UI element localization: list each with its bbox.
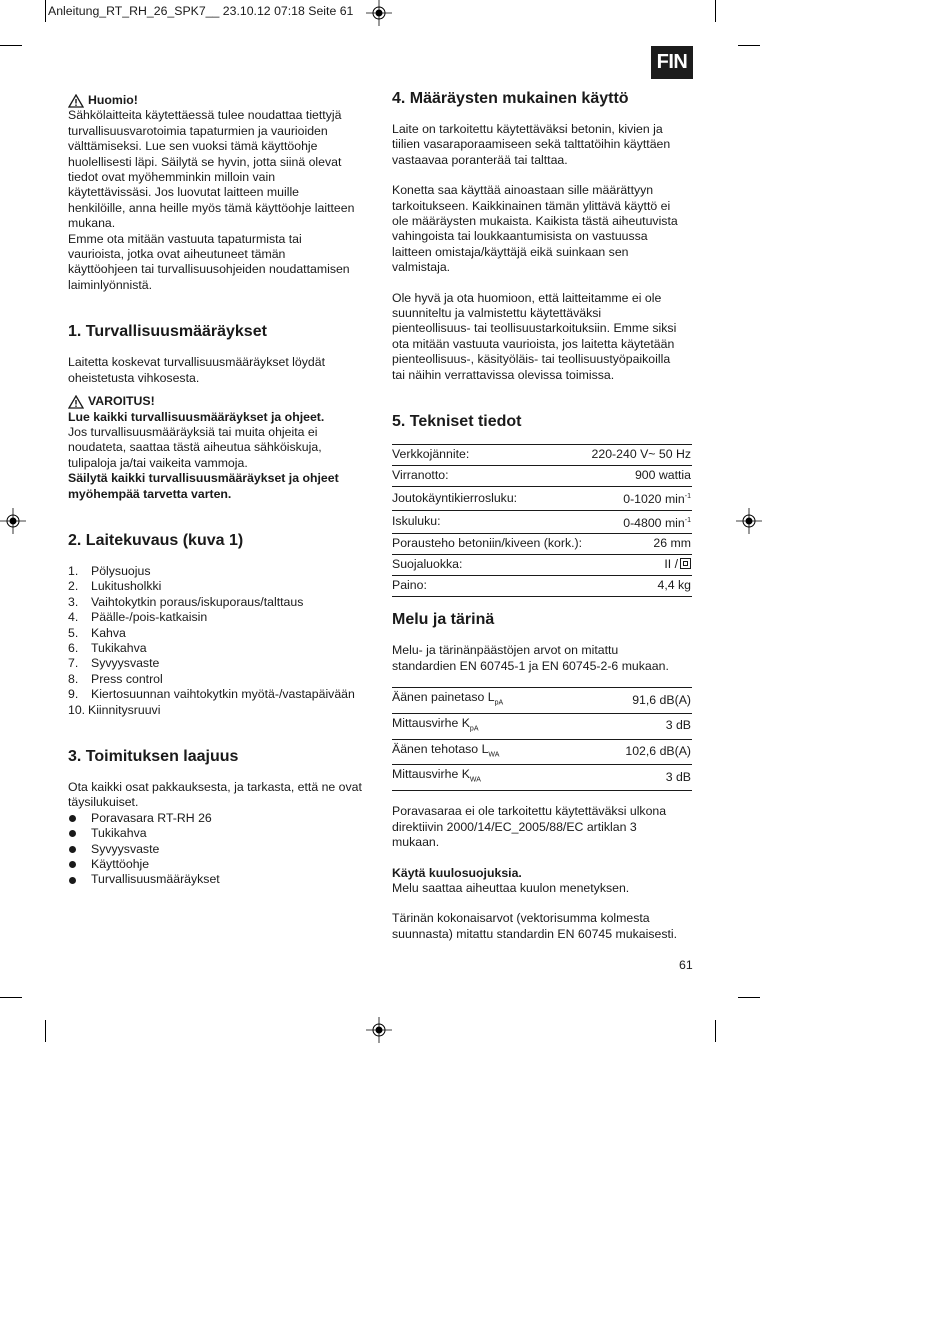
table-row: Mittausvirhe $K_{pA}$ 3 dB: [392, 713, 692, 739]
crop-mark: [0, 997, 22, 998]
crop-mark: [0, 45, 22, 46]
section-2-heading: 2. Laitekuvaus (kuva 1): [68, 531, 244, 549]
notice-heading: [68, 93, 370, 108]
text-line: henkilöille, anna heille myös tämä käyttöohje laitteen: [68, 200, 355, 215]
text-line: pienteollisuus- tai teollisuustarkoituksiin. Emme siksi: [392, 321, 677, 336]
warning-triangle-icon: [68, 94, 84, 108]
list-item: 5. Kahva: [68, 625, 126, 640]
text-line: ole määräysten mukaista. Kaikista tästä aiheutuvista: [392, 214, 678, 229]
table-row: Äänen tehotaso $L_{WA}$ 102,6 dB(A): [392, 739, 692, 765]
text-line: täysilukuiset.: [68, 795, 139, 810]
text-line: Säilytä kaikki turvallisuusmääräykset ja ohjeet: [68, 471, 339, 486]
list-item: 3. Vaihtokytkin poraus/iskuporaus/talttaus: [68, 594, 304, 609]
text-line: Käytä kuulosuojuksia.: [392, 865, 522, 880]
text-line: valmistaja.: [392, 260, 451, 275]
table-row: Suojaluokka: II /: [392, 555, 692, 576]
list-item: 8. Press control: [68, 671, 163, 686]
warning-text: [68, 410, 370, 502]
text-line: Melu- ja tärinänpäästöjen arvot on mitattu: [392, 643, 619, 658]
registration-mark-icon: [736, 508, 762, 534]
text-line: vastaavaa poranterää tai talttaa.: [392, 152, 568, 167]
text-line: turvallisuusvarotoimia tapaturmien ja vaurioiden: [68, 123, 328, 138]
text-line: laitteen omistaja/käyttäjä eikä suinkaan sen: [392, 244, 629, 259]
text-line: mukaan.: [392, 835, 440, 850]
registration-mark-icon: [0, 508, 26, 534]
text-line: Laite on tarkoitettu käytettäväksi betonin, kivien ja: [392, 122, 663, 136]
text-line: Ole hyvä ja ota huomioon, että laitteitamme ei ole: [392, 290, 662, 305]
text-line: välttämiseksi. Lue sen vuoksi tämä käyttöohje: [68, 139, 318, 154]
left-column: [68, 93, 370, 888]
text-line: suunniteltu ja valmistettu käytettäväksi: [392, 306, 602, 321]
registration-mark-icon: [366, 0, 392, 26]
table-row: Mittausvirhe $K_{WA}$ 3 dB: [392, 765, 692, 791]
paragraph: [392, 911, 694, 942]
crop-mark: [715, 0, 716, 22]
text-line: Lue kaikki turvallisuusmääräykset ja ohjeet.: [68, 409, 325, 424]
warning-title: VAROITUS!: [88, 394, 155, 409]
crop-mark: [715, 1020, 716, 1042]
text-line: Sähkölaitteita käytettäessä tulee noudattaa tiettyjä: [68, 108, 342, 123]
page-number: 61: [679, 958, 693, 972]
warning-triangle-icon: [68, 395, 84, 409]
text-line: käytettävissäsi. Jos luovutat laitteen muille: [68, 185, 300, 200]
crop-mark: [45, 1020, 46, 1042]
list-item: Käyttöohje: [68, 857, 370, 872]
text-line: ota mitään vastuuta vaurioista, jos laitetta käytetään: [392, 336, 675, 351]
text-line: Melu saattaa aiheuttaa kuulon menetyksen.: [392, 880, 630, 895]
text-line: Emme ota mitään vastuuta tapaturmista tai: [68, 231, 302, 246]
text-line: direktiivin 2000/14/EC_2005/88/EC artiklan 3: [392, 819, 637, 834]
list-item: 1. Pölysuojus: [68, 563, 151, 578]
text-line: käyttöohjeen tai turvallisuusohjeiden noudattamisen: [68, 262, 350, 277]
text-line: noudateta, saattaa tästä aiheutua sähköiskuja,: [68, 440, 322, 455]
section-4-heading: 4. Määräysten mukainen käyttö: [392, 90, 629, 107]
text-line: suunnasta) mitattu standardin EN 60745 mukaisesti.: [392, 926, 678, 941]
section-3-text: [68, 780, 370, 811]
text-line: vaurioista, jotka ovat aiheutuneet tämän: [68, 247, 286, 262]
text-line: Poravasaraa ei ole tarkoitettu käytettäväksi ulkona: [392, 804, 667, 819]
noise-table: [392, 687, 692, 791]
bullet-icon: [69, 846, 76, 853]
bullet-icon: [69, 877, 76, 884]
warning-heading: [68, 394, 370, 409]
crop-mark: [45, 0, 46, 22]
text-line: tulipaloja ja/tai vaikeita vammoja.: [68, 455, 248, 470]
list-item: 4. Päälle-/pois-katkaisin: [68, 610, 208, 625]
delivery-list: [68, 811, 370, 888]
section-1-heading: 1. Turvallisuusmääräykset: [68, 323, 267, 341]
text-line: Tärinän kokonaisarvot (vektorisumma kolmesta: [392, 911, 650, 926]
text-line: myöhempää tarvetta varten.: [68, 486, 232, 501]
table-row: Iskuluku: 0-4800 $\min^{-1}$: [392, 510, 692, 534]
list-item: 10. Kiinnitysruuvi: [68, 702, 161, 717]
section-5-heading: 5. Tekniset tiedot: [392, 413, 522, 431]
notice-text: [68, 108, 370, 293]
text-line: standardien EN 60745-1 ja EN 60745-2-6 mukaan.: [392, 658, 669, 673]
text-line: pienteollisuus-, käsityöläis- tai teollisuustyöpaikoilla: [392, 352, 671, 367]
table-row: Paino: 4,4 kg: [392, 576, 692, 597]
section-3-heading: 3. Toimituksen laajuus: [68, 748, 239, 765]
text-line: Laitetta koskevat turvallisuusmääräykset löydät: [68, 355, 325, 370]
text-line: mukana.: [68, 216, 116, 231]
text-line: oheistetusta vihkosesta.: [68, 370, 200, 385]
crop-mark: [738, 45, 760, 46]
language-badge: FIN: [651, 46, 693, 79]
right-column: [392, 89, 694, 942]
table-row: Virranotto: 900 wattia: [392, 466, 692, 487]
text-line: tai näihin verrattavissa olevissa toimissa.: [392, 367, 615, 382]
parts-list: [68, 564, 370, 718]
text-line: tiilien vasaraporaamiseen sekä talttatöihin käyttäen: [392, 137, 671, 152]
list-item: 9. Kiertosuunnan vaihtokytkin myötä-/vastapäivään: [68, 687, 355, 702]
bullet-icon: [69, 861, 76, 868]
bullet-icon: [69, 815, 76, 822]
print-header: Anleitung_RT_RH_26_SPK7__ 23.10.12 07:18 Seite 61: [48, 4, 354, 18]
table-row: Porausteho betoniin/kiveen (kork.): 26 mm: [392, 534, 692, 555]
registration-mark-icon: [366, 1017, 392, 1043]
paragraph: [392, 122, 694, 168]
table-row: Äänen painetaso $L_{pA}$ 91,6 dB(A): [392, 687, 692, 713]
notice-title: Huomio!: [88, 93, 138, 107]
paragraph: [392, 643, 694, 674]
section-1-text: [68, 355, 370, 386]
table-row: Verkkojännite: 220-240 V~ 50 Hz: [392, 445, 692, 466]
list-item: 2. Lukitusholkki: [68, 579, 162, 594]
spec-table: [392, 444, 692, 597]
list-item: Poravasara RT-RH 26: [68, 811, 370, 826]
noise-heading: Melu ja tärinä: [392, 611, 495, 629]
text-line: Jos turvallisuusmääräyksiä tai muita ohjeita ei: [68, 424, 318, 439]
paragraph: [392, 183, 694, 275]
list-item: Turvallisuusmääräykset: [68, 872, 370, 887]
text-line: laiminlyönnistä.: [68, 277, 153, 292]
crop-mark: [738, 997, 760, 998]
paragraph: [392, 291, 694, 383]
table-row: Joutokäyntikierrosluku: 0-1020 $\min^{-1}$: [392, 487, 692, 511]
bullet-icon: [69, 830, 76, 837]
text-line: tarkoitukseen. Kaikkinainen tämän ylittävä käyttö ei: [392, 198, 671, 213]
paragraph: [392, 804, 694, 850]
protection-class-icon: [680, 558, 691, 569]
list-item: 7. Syvyysvaste: [68, 656, 160, 671]
text-line: Ota kaikki osat pakkauksesta, ja tarkasta, että ne ovat: [68, 780, 362, 794]
text-line: huolellisesti läpi. Säilytä se hyvin, jotta siinä olevat: [68, 154, 342, 169]
list-item: 6. Tukikahva: [68, 640, 147, 655]
list-item: Tukikahva: [68, 826, 370, 841]
paragraph: [392, 866, 694, 897]
list-item: Syvyysvaste: [68, 842, 370, 857]
text-line: vahingoista tai loukkaantumisista on vastuussa: [392, 229, 648, 244]
text-line: tiedot ovat myöhemminkin milloin vain: [68, 170, 276, 185]
text-line: Konetta saa käyttää ainoastaan sille määrättyyn: [392, 183, 654, 198]
